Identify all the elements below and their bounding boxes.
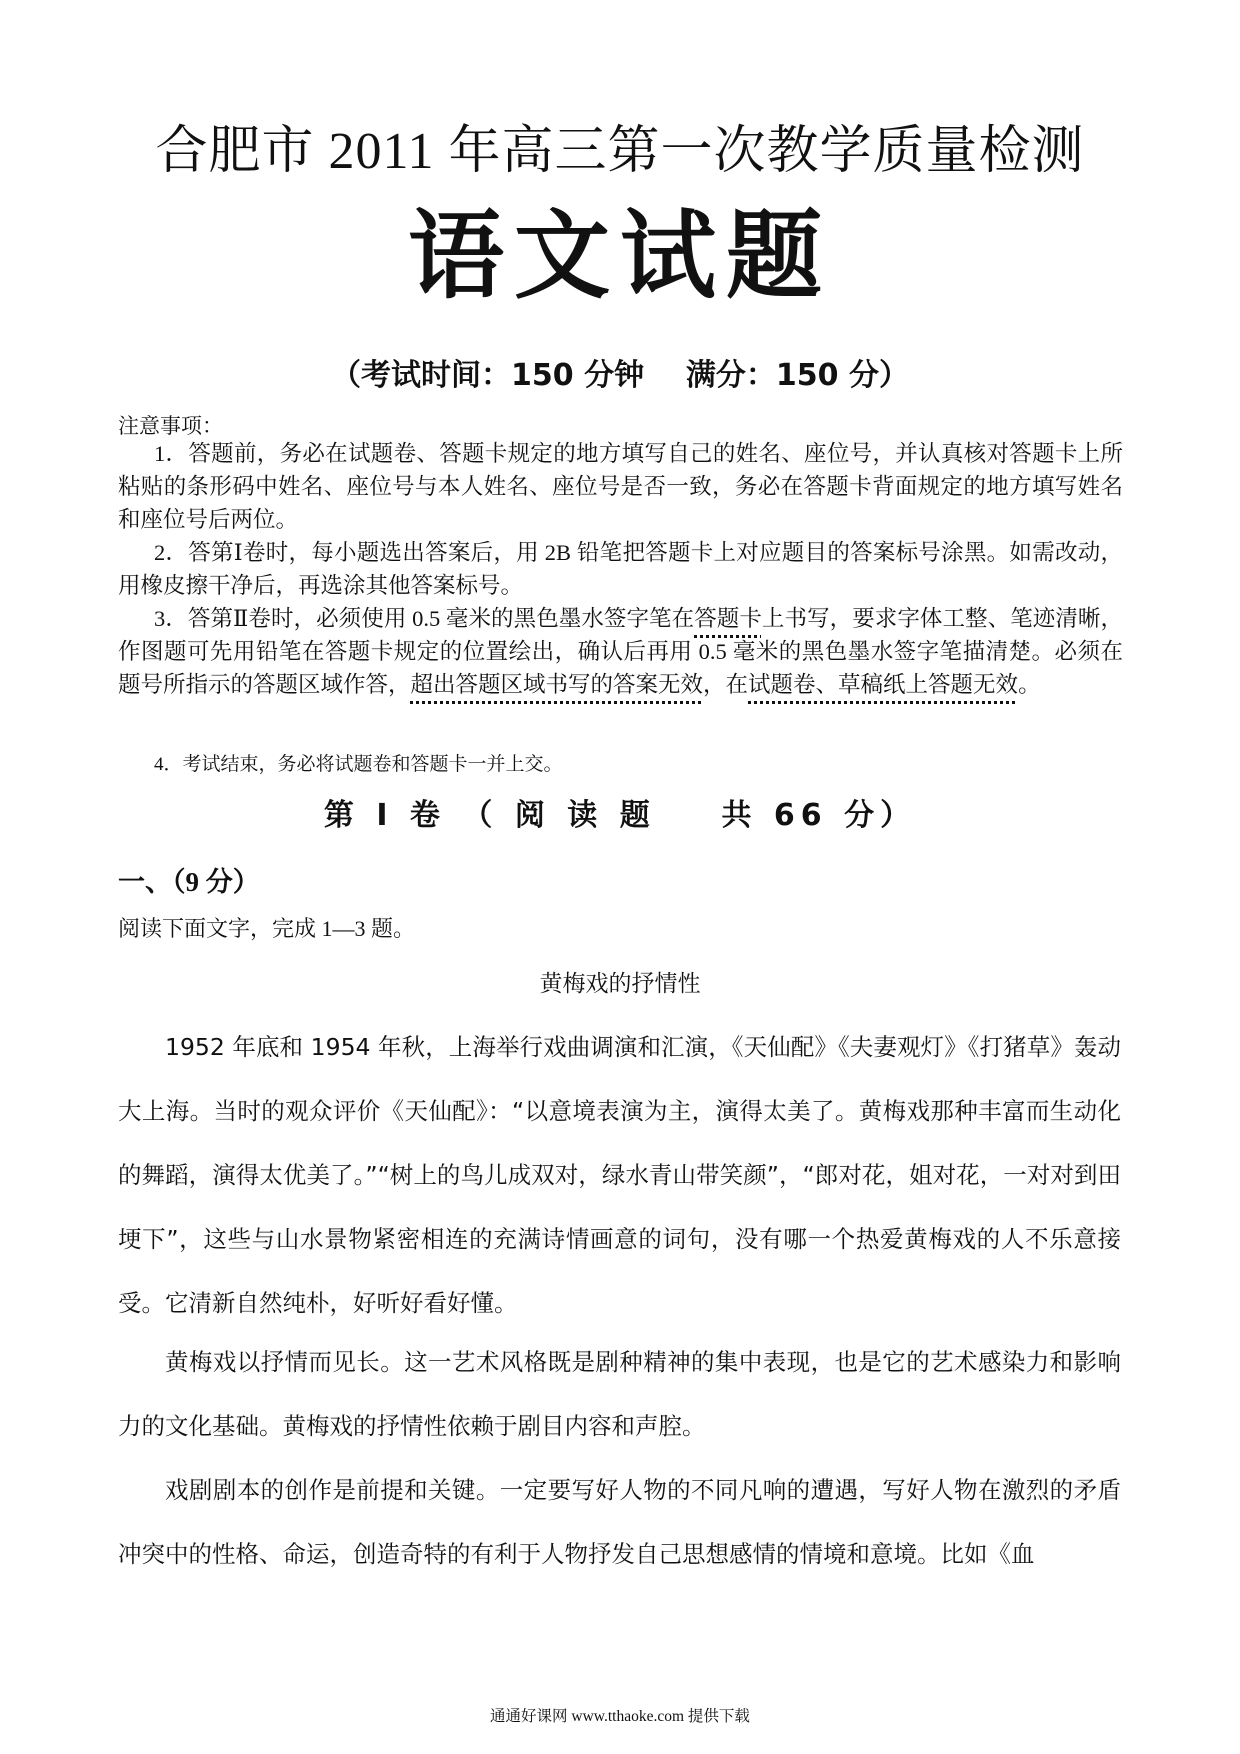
- emphasized-text: 试题卷、草稿纸上答题无效: [748, 672, 1019, 697]
- notice-item-3-text-c: 上书写，要求字体工整、笔迹清晰，作图题可先用铅笔在答题卡规定的位置绘出，确认后再用 0.5 毫米的黑色墨水签字笔描清楚。必须在题号所指示的答题区域作答，: [118, 606, 1123, 697]
- notice-item-2-text: 2．答第Ⅰ卷时，每小题选出答案后，用 2B 铅笔把答题卡上对应题目的答案标号涂黑。如需改动，用橡皮擦干净后，再选涂其他答案标号。: [118, 540, 1123, 598]
- notice-item-1: [118, 437, 1123, 536]
- exam-info: （考试时间：150 分钟 满分：150 分）: [331, 358, 909, 393]
- notice-item-3-text-g: 。: [1018, 672, 1041, 697]
- article-paragraph-1: 1952 年底和 1954 年秋，上海举行戏曲调演和汇演，《天仙配》《夫妻观灯》《打猪草》轰动大上海。当时的观众评价《天仙配》：“以意境表演为主，演得太美了。黄梅戏那种丰富而生动化的舞蹈，演得太优美了。”“树上的鸟儿成双对，绿水青山带笑颜”，“郎对花，姐对花，一对对到田埂下”，这些与山水景物紧密相连的充满诗情画意的词句，没有哪一个热爱黄梅戏的人不乐意接受。它清新自然纯朴，好听好看好懂。: [118, 1033, 1121, 1317]
- notice-item-3-text-e: ，在: [703, 672, 749, 697]
- subject-title: 语文试题: [408, 203, 832, 310]
- article-title: 黄梅戏的抒情性: [539, 971, 701, 997]
- footer-text: 通通好课网 www.tthaoke.com 提供下载: [490, 1708, 750, 1725]
- section-heading: 一、（9 分）: [118, 867, 260, 897]
- exam-title: 合肥市 2011 年高三第一次教学质量检测: [155, 123, 1085, 180]
- notice-item-3: [118, 602, 1123, 701]
- notice-item-4-text: 4．考试结束，务必将试题卷和答题卡一并上交。: [154, 754, 563, 775]
- section-instruction: 阅读下面文字，完成 1—3 题。: [118, 916, 416, 941]
- notice-item-2: [118, 536, 1123, 602]
- notice-heading: 注意事项：: [118, 414, 223, 438]
- part-heading: 第 Ⅰ 卷 （ 阅 读 题 共 66 分）: [323, 798, 917, 833]
- notice-item-3-text-a: 3．答第Ⅱ卷时，必须使用 0.5 毫米的黑色墨水签字笔在: [154, 606, 695, 631]
- notice-item-1-text: 1．答题前，务必在试题卷、答题卡规定的地方填写自己的姓名、座位号，并认真核对答题卡上所粘贴的条形码中姓名、座位号与本人姓名、座位号是否一致，务必在答题卡背面规定的地方填写姓名和座位号后两位。: [118, 441, 1123, 532]
- notice-item-4: [118, 748, 1123, 781]
- emphasized-text: 答题卡: [694, 606, 762, 631]
- emphasized-text: 超出答题区域书写的答案无效: [410, 672, 704, 697]
- article-paragraph-3: 戏剧剧本的创作是前提和关键。一定要写好人物的不同凡响的遭遇，写好人物在激烈的矛盾冲突中的性格、命运，创造奇特的有利于人物抒发自己思想感情的情境和意境。比如《血: [118, 1476, 1121, 1568]
- article-paragraph-2: 黄梅戏以抒情而见长。这一艺术风格既是剧种精神的集中表现，也是它的艺术感染力和影响力的文化基础。黄梅戏的抒情性依赖于剧目内容和声腔。: [118, 1348, 1121, 1440]
